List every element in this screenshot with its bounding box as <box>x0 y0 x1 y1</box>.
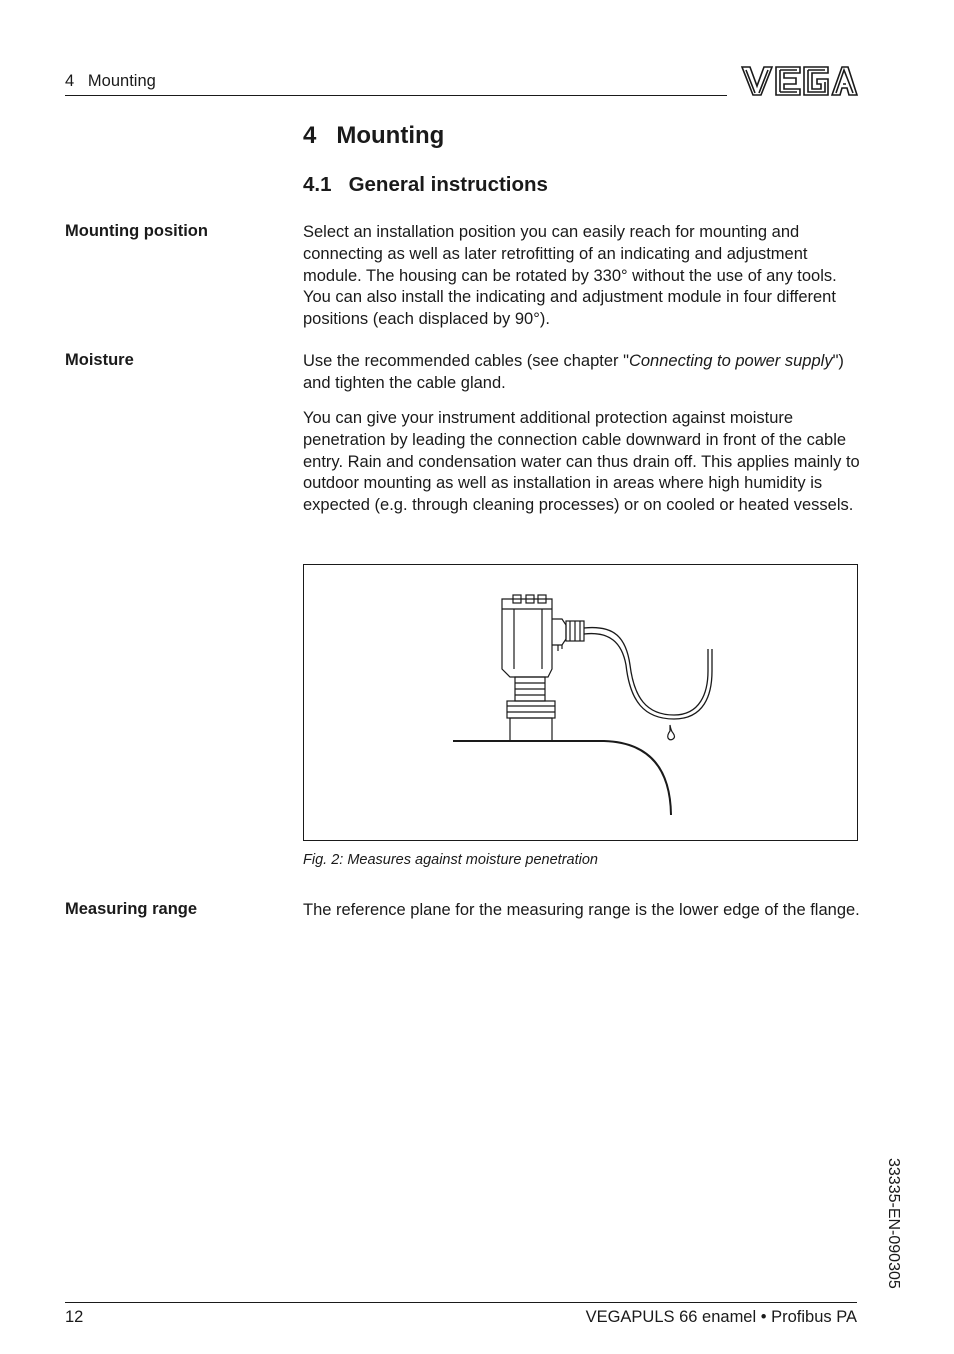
moisture-paragraph-2: You can give your instrument additional protection against moisture penetration by leading the connection cable downward in front of the cable entry. Rain and condensation water can thus drain off. This applies mainly to outdoor mounting as well as installation in areas where high humidity is expected (e.g. through cleaning processes) or on cooled or heated vessels. <box>303 409 860 515</box>
measuring-range-label: Measuring range <box>65 900 198 918</box>
moisture-text-before: Use the recommended cables (see chapter " <box>303 352 629 370</box>
header-rule <box>65 95 727 96</box>
chapter-heading: 4 Mounting <box>303 122 445 149</box>
moisture-label: Moisture <box>65 351 134 369</box>
figure-frame <box>303 564 858 841</box>
moisture-text-after: ") and tighten the cable gland. <box>303 352 844 392</box>
moisture-text <box>303 351 861 395</box>
mounting-position-label: Mounting position <box>65 222 208 240</box>
running-header: 4 Mounting <box>65 72 156 90</box>
footer-title: VEGAPULS 66 enamel • Profibus PA <box>585 1308 857 1326</box>
page-number: 12 <box>65 1308 84 1326</box>
chapter-reference: Connecting to power supply <box>628 352 833 370</box>
measuring-range-text: The reference plane for the measuring range is the lower edge of the flange. <box>303 901 860 919</box>
document-code: 33335-EN-090305 <box>885 1158 902 1289</box>
moisture-drawing <box>304 565 857 840</box>
footer-rule <box>65 1302 857 1303</box>
figure-caption: Fig. 2: Measures against moisture penetration <box>303 852 598 868</box>
section-heading: 4.1 General instructions <box>303 173 548 196</box>
vega-logo <box>740 64 858 98</box>
mounting-position-text: Select an installation position you can easily reach for mounting and connecting as well as later retrofitting of an indicating and adjustment module. The housing can be rotated by 330° without the use of any tools. You can also install the indicating and adjustment module in four different positions (each displaced by 90°). <box>303 223 837 329</box>
